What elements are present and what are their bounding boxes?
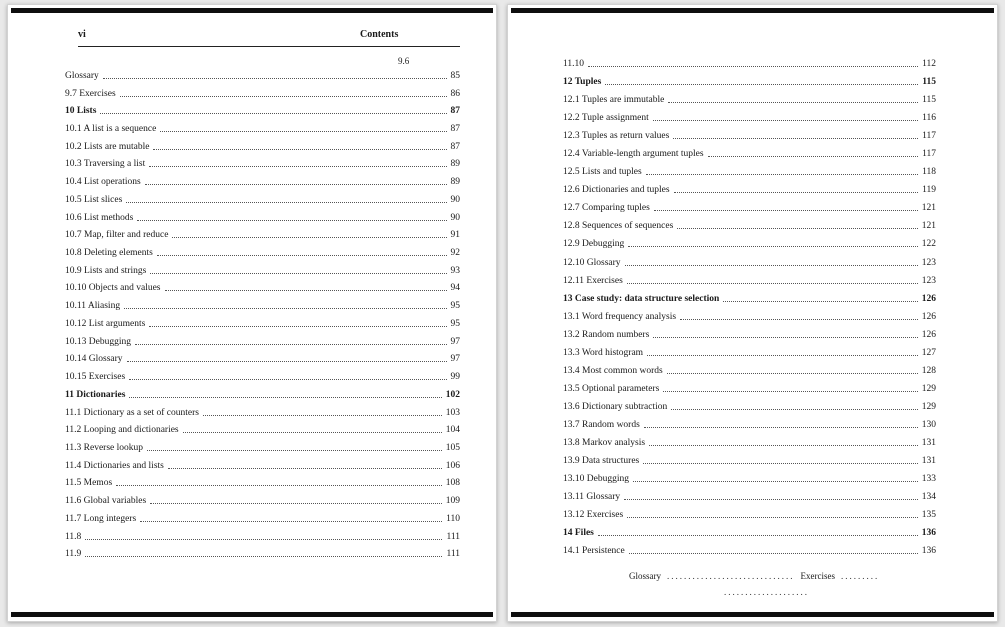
toc-chapter-entry xyxy=(563,73,936,91)
toc-entry-page-number: 91 xyxy=(450,230,460,241)
toc-entry xyxy=(65,475,460,493)
toc-entry-page-number: 90 xyxy=(450,212,460,223)
dotted-leader xyxy=(172,236,446,238)
toc-entry-label: 10.1 A list is a sequence xyxy=(65,124,157,135)
right-page xyxy=(507,4,998,622)
toc-entry xyxy=(563,488,936,506)
toc-chapter-entry xyxy=(563,524,936,542)
toc-entry xyxy=(65,333,460,351)
toc-entry xyxy=(563,362,936,380)
dotted-leader xyxy=(628,245,918,247)
toc-entry-label: 10.10 Objects and values xyxy=(65,283,161,294)
toc-entry-page-number: 89 xyxy=(450,177,460,188)
toc-entry-label: 12.9 Debugging xyxy=(563,239,625,250)
toc-entry-label: 13.6 Dictionary subtraction xyxy=(563,401,668,412)
dotted-leader xyxy=(654,209,918,211)
footer-dotted-leader-2: ......... xyxy=(840,571,880,581)
dotted-leader xyxy=(673,137,918,139)
toc-entry-label: 13 Case study: data structure selection xyxy=(563,293,720,304)
toc-entry-label: 10.15 Exercises xyxy=(65,372,126,383)
toc-entry-page-number: 85 xyxy=(450,70,460,81)
toc-entry xyxy=(563,91,936,109)
dotted-leader xyxy=(120,95,447,97)
page-edge-bar-bottom xyxy=(11,612,493,617)
header-rule xyxy=(78,46,460,47)
dotted-leader xyxy=(677,227,917,229)
toc-entry xyxy=(65,545,460,563)
toc-entry-page-number: 130 xyxy=(921,419,936,430)
toc-entry-page-number: 136 xyxy=(921,528,936,539)
toc-entry-label: 12.10 Glossary xyxy=(563,257,621,268)
toc-chapter-entry xyxy=(563,290,936,308)
dotted-leader xyxy=(168,467,442,469)
dotted-leader xyxy=(149,325,446,327)
toc-entry-label: 10.8 Deleting elements xyxy=(65,248,153,259)
toc-entry-label: 13.5 Optional parameters xyxy=(563,383,660,394)
toc-entry xyxy=(65,244,460,262)
left-page xyxy=(7,4,497,622)
stray-section-fragment: 9.6 xyxy=(398,56,410,66)
toc-entry xyxy=(65,85,460,103)
toc-entry xyxy=(65,138,460,156)
toc-entry-page-number: 126 xyxy=(921,311,936,322)
dotted-leader xyxy=(103,77,447,79)
footer-fragment-line1 xyxy=(629,571,885,581)
toc-entry-page-number: 128 xyxy=(921,365,936,376)
toc-entry-label: 13.4 Most common words xyxy=(563,365,663,376)
toc-entry-label: Glossary xyxy=(65,70,99,81)
dotted-leader xyxy=(598,534,918,536)
toc-chapter-entry xyxy=(65,102,460,120)
toc-entry-label: 13.2 Random numbers xyxy=(563,329,650,340)
toc-entry-label: 10.12 List arguments xyxy=(65,318,146,329)
dotted-leader xyxy=(646,173,918,175)
toc-entry-page-number: 87 xyxy=(450,141,460,152)
toc-entry-page-number: 110 xyxy=(446,513,460,524)
toc-entry-page-number: 95 xyxy=(450,318,460,329)
toc-entry-page-number: 134 xyxy=(921,492,936,503)
toc-entry-page-number: 97 xyxy=(450,354,460,365)
dotted-leader xyxy=(149,165,446,167)
toc-entry xyxy=(563,434,936,452)
toc-entry xyxy=(65,315,460,333)
toc-entry-label: 13.12 Exercises xyxy=(563,510,624,521)
toc-entry-label: 12.4 Variable-length argument tuples xyxy=(563,149,704,160)
toc-entry xyxy=(65,492,460,510)
toc-column-left xyxy=(65,67,460,563)
toc-entry-label: 13.3 Word histogram xyxy=(563,347,644,358)
toc-entry-label: 14 Files xyxy=(563,528,594,539)
toc-entry-page-number: 108 xyxy=(445,478,460,489)
toc-entry-label: 11.7 Long integers xyxy=(65,513,137,524)
toc-entry xyxy=(563,55,936,73)
toc-entry xyxy=(65,404,460,422)
toc-entry-page-number: 123 xyxy=(921,275,936,286)
toc-entry-label: 11.4 Dictionaries and lists xyxy=(65,460,164,471)
toc-entry-label: 13.9 Data structures xyxy=(563,456,640,467)
toc-entry-label: 13.1 Word frequency analysis xyxy=(563,311,677,322)
dotted-leader xyxy=(627,516,918,518)
dotted-leader xyxy=(127,360,447,362)
toc-entry-page-number: 111 xyxy=(446,549,460,560)
dotted-leader xyxy=(147,449,442,451)
running-header-title: Contents xyxy=(360,29,399,40)
dotted-leader xyxy=(126,201,446,203)
toc-entry xyxy=(65,457,460,475)
toc-entry xyxy=(65,280,460,298)
toc-entry xyxy=(65,368,460,386)
toc-entry-page-number: 109 xyxy=(445,496,460,507)
toc-entry-page-number: 106 xyxy=(445,460,460,471)
toc-entry-page-number: 86 xyxy=(450,88,460,99)
toc-entry xyxy=(563,344,936,362)
toc-entry-page-number: 118 xyxy=(922,167,936,178)
toc-entry xyxy=(563,109,936,127)
dotted-leader xyxy=(85,538,442,540)
dotted-leader xyxy=(653,336,917,338)
dotted-leader xyxy=(668,101,918,103)
page-edge-bar-bottom xyxy=(511,612,994,617)
toc-entry-page-number: 87 xyxy=(450,106,460,117)
toc-entry-label: 12.7 Comparing tuples xyxy=(563,203,650,214)
toc-entry-label: 10.9 Lists and strings xyxy=(65,265,147,276)
toc-entry xyxy=(563,272,936,290)
toc-entry xyxy=(65,510,460,528)
toc-entry-page-number: 89 xyxy=(450,159,460,170)
dotted-leader xyxy=(649,444,918,446)
dotted-leader xyxy=(680,318,918,320)
dotted-leader xyxy=(160,130,446,132)
dotted-leader xyxy=(129,396,441,398)
toc-entry xyxy=(563,181,936,199)
toc-entry-label: 11 Dictionaries xyxy=(65,389,126,400)
toc-entry xyxy=(563,326,936,344)
footer-dotted-leader-1: .............................. xyxy=(667,571,795,581)
toc-column-right xyxy=(563,55,936,560)
toc-entry xyxy=(563,506,936,524)
toc-entry-label: 11.10 xyxy=(563,59,585,70)
toc-entry-label: 12.11 Exercises xyxy=(563,275,623,286)
toc-entry xyxy=(65,67,460,85)
toc-entry-page-number: 112 xyxy=(922,59,936,70)
dotted-leader xyxy=(624,498,918,500)
toc-entry xyxy=(65,120,460,138)
page-edge-bar-top xyxy=(11,8,493,13)
toc-entry-page-number: 103 xyxy=(445,407,460,418)
dotted-leader xyxy=(129,378,446,380)
toc-entry xyxy=(65,156,460,174)
footer-exercises-label: Exercises xyxy=(800,571,835,581)
dotted-leader xyxy=(140,520,442,522)
toc-entry-page-number: 95 xyxy=(450,301,460,312)
toc-entry-page-number: 111 xyxy=(446,531,460,542)
toc-entry-label: 10.2 Lists are mutable xyxy=(65,141,150,152)
dotted-leader xyxy=(633,480,918,482)
toc-entry-page-number: 129 xyxy=(921,401,936,412)
toc-entry xyxy=(65,421,460,439)
toc-entry xyxy=(563,308,936,326)
toc-entry-page-number: 116 xyxy=(922,113,936,124)
toc-entry-label: 11.1 Dictionary as a set of counters xyxy=(65,407,199,418)
toc-entry-label: 9.7 Exercises xyxy=(65,88,116,99)
toc-entry-page-number: 129 xyxy=(921,383,936,394)
toc-entry-label: 10.5 List slices xyxy=(65,194,123,205)
toc-entry xyxy=(65,209,460,227)
dotted-leader xyxy=(674,191,919,193)
toc-entry xyxy=(65,173,460,191)
toc-entry-page-number: 102 xyxy=(445,389,460,400)
toc-entry xyxy=(563,470,936,488)
toc-entry xyxy=(65,262,460,280)
toc-entry-label: 13.11 Glossary xyxy=(563,492,621,503)
toc-entry-page-number: 127 xyxy=(921,347,936,358)
dotted-leader xyxy=(137,219,446,221)
toc-entry-page-number: 94 xyxy=(450,283,460,294)
toc-entry-page-number: 121 xyxy=(921,221,936,232)
dotted-leader xyxy=(723,300,917,302)
toc-entry-page-number: 105 xyxy=(445,442,460,453)
dotted-leader xyxy=(667,372,918,374)
toc-entry-page-number: 131 xyxy=(921,438,936,448)
toc-entry xyxy=(65,226,460,244)
toc-entry xyxy=(65,528,460,546)
dotted-leader xyxy=(85,555,442,557)
toc-entry-page-number: 104 xyxy=(445,425,460,436)
dotted-leader xyxy=(588,65,918,67)
toc-entry-label: 12.6 Dictionaries and tuples xyxy=(563,185,670,196)
dotted-leader xyxy=(643,462,918,464)
toc-entry xyxy=(65,191,460,209)
toc-entry-page-number: 115 xyxy=(922,77,936,88)
dotted-leader xyxy=(157,254,447,256)
toc-entry-label: 10.7 Map, filter and reduce xyxy=(65,230,169,241)
dotted-leader xyxy=(671,408,918,410)
toc-entry xyxy=(65,351,460,369)
toc-entry-page-number: 117 xyxy=(922,149,936,160)
toc-entry-label: 12.2 Tuple assignment xyxy=(563,113,649,124)
toc-entry xyxy=(563,199,936,217)
toc-entry xyxy=(563,380,936,398)
dotted-leader xyxy=(100,112,446,114)
toc-entry-page-number: 126 xyxy=(921,329,936,340)
toc-entry-page-number: 133 xyxy=(921,474,936,485)
toc-entry xyxy=(563,217,936,235)
toc-entry-label: 14.1 Persistence xyxy=(563,546,625,557)
toc-entry xyxy=(563,542,936,560)
dotted-leader xyxy=(124,307,446,309)
dotted-leader xyxy=(203,414,442,416)
toc-entry-page-number: 131 xyxy=(921,456,936,467)
toc-chapter-entry xyxy=(65,386,460,404)
toc-entry-page-number: 136 xyxy=(921,546,936,557)
toc-entry xyxy=(65,297,460,315)
toc-entry-label: 11.9 xyxy=(65,549,82,560)
toc-entry-label: 13.10 Debugging xyxy=(563,474,629,485)
dotted-leader xyxy=(605,83,918,85)
dotted-leader xyxy=(150,272,446,274)
toc-entry-label: 12.5 Lists and tuples xyxy=(563,167,642,178)
dotted-leader xyxy=(145,183,447,185)
dotted-leader xyxy=(708,155,919,157)
toc-entry xyxy=(563,163,936,181)
toc-entry-page-number: 123 xyxy=(921,257,936,268)
toc-entry-page-number: 87 xyxy=(450,124,460,135)
toc-entry-label: 11.5 Memos xyxy=(65,478,113,489)
toc-entry xyxy=(563,235,936,253)
toc-entry-page-number: 122 xyxy=(921,239,936,250)
dotted-leader xyxy=(625,264,918,266)
toc-entry xyxy=(563,416,936,434)
toc-entry-label: 10.6 List methods xyxy=(65,212,134,223)
dotted-leader xyxy=(627,282,918,284)
toc-entry-page-number: 119 xyxy=(922,185,936,196)
dotted-leader xyxy=(653,119,918,121)
toc-entry xyxy=(65,439,460,457)
dotted-leader xyxy=(135,343,447,345)
toc-entry-label: 11.3 Reverse lookup xyxy=(65,442,144,453)
toc-entry-label: 10.4 List operations xyxy=(65,177,141,188)
toc-entry-label: 13.7 Random words xyxy=(563,419,640,430)
dotted-leader xyxy=(183,431,442,433)
toc-entry xyxy=(563,127,936,145)
toc-entry-page-number: 117 xyxy=(922,131,936,142)
toc-entry-page-number: 90 xyxy=(450,194,460,205)
toc-entry-label: 13.8 Markov analysis xyxy=(563,438,646,448)
toc-entry-label: 10 Lists xyxy=(65,106,97,117)
dotted-leader xyxy=(663,390,917,392)
footer-glossary-label: Glossary xyxy=(629,571,661,581)
toc-entry-page-number: 93 xyxy=(450,265,460,276)
toc-entry xyxy=(563,452,936,470)
toc-entry-page-number: 92 xyxy=(450,248,460,259)
dotted-leader xyxy=(116,484,442,486)
toc-entry xyxy=(563,254,936,272)
page-edge-bar-top xyxy=(511,8,994,13)
toc-entry xyxy=(563,145,936,163)
dotted-leader xyxy=(644,426,918,428)
dotted-leader xyxy=(629,552,918,554)
toc-entry-page-number: 97 xyxy=(450,336,460,347)
toc-entry-page-number: 126 xyxy=(921,293,936,304)
dotted-leader xyxy=(165,289,447,291)
toc-entry-page-number: 121 xyxy=(921,203,936,214)
toc-entry-label: 11.6 Global variables xyxy=(65,496,147,507)
folio-page-number: vi xyxy=(78,29,86,40)
toc-entry-label: 11.8 xyxy=(65,531,82,542)
toc-entry-page-number: 115 xyxy=(922,95,936,106)
toc-entry-label: 12.1 Tuples are immutable xyxy=(563,95,665,106)
toc-entry xyxy=(563,398,936,416)
toc-entry-label: 10.14 Glossary xyxy=(65,354,123,365)
dotted-leader xyxy=(150,502,442,504)
dotted-leader xyxy=(153,148,446,150)
footer-fragment-line2: .................... xyxy=(724,587,809,597)
toc-entry-page-number: 99 xyxy=(450,372,460,383)
toc-entry-label: 10.3 Traversing a list xyxy=(65,159,146,170)
toc-entry-label: 11.2 Looping and dictionaries xyxy=(65,425,179,436)
toc-entry-label: 12.8 Sequences of sequences xyxy=(563,221,674,232)
toc-entry-label: 10.13 Debugging xyxy=(65,336,131,347)
toc-entry-page-number: 135 xyxy=(921,510,936,521)
toc-entry-label: 12 Tuples xyxy=(563,77,602,88)
toc-entry-label: 10.11 Aliasing xyxy=(65,301,121,312)
toc-entry-label: 12.3 Tuples as return values xyxy=(563,131,670,142)
dotted-leader xyxy=(647,354,918,356)
